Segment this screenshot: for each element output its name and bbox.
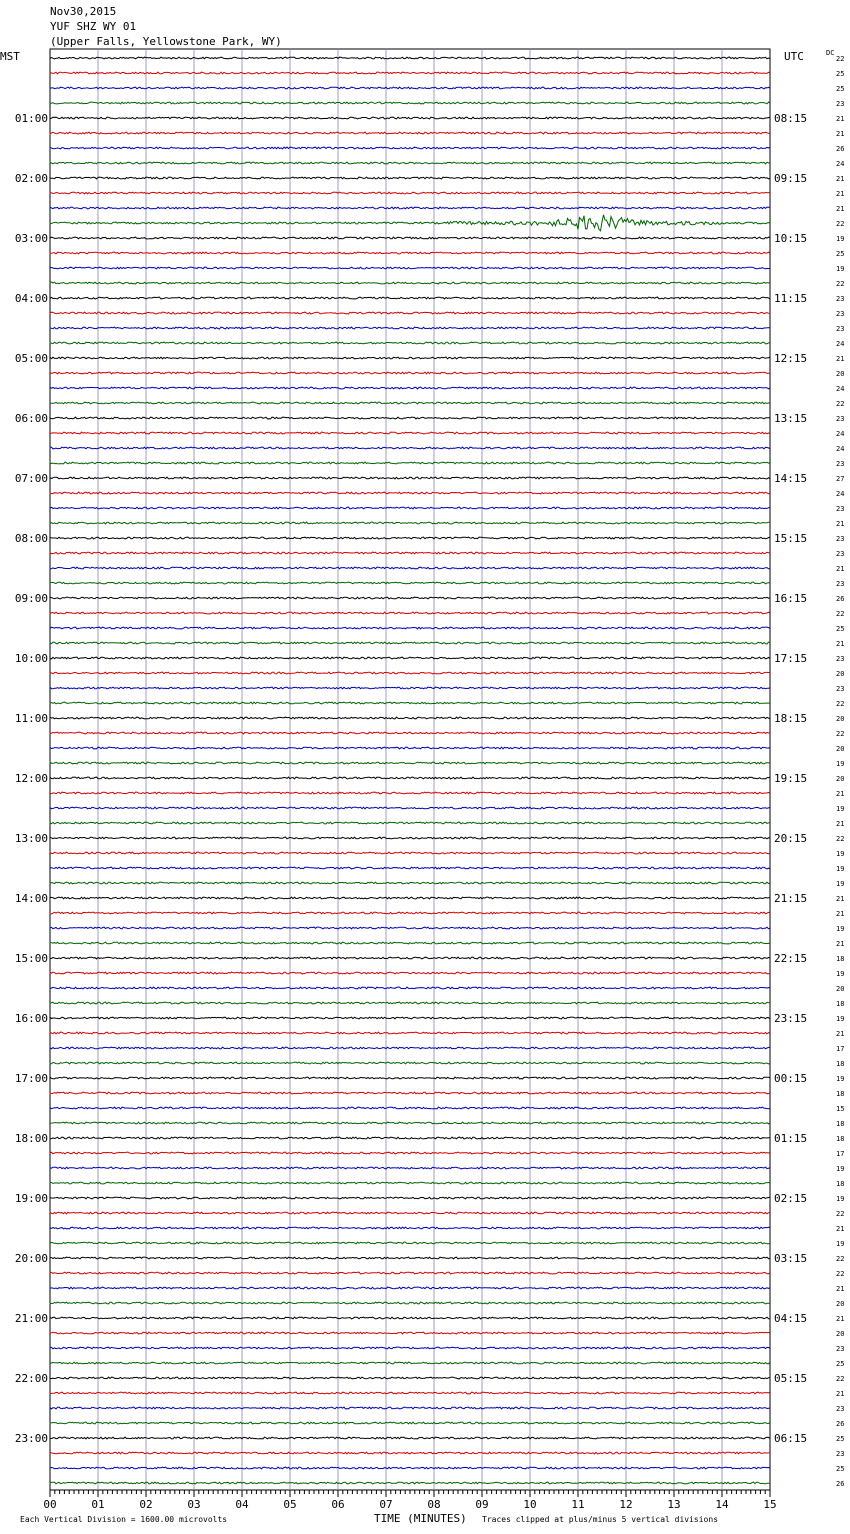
dc-offset-label: 17 bbox=[836, 1150, 845, 1158]
left-hour-label: 08:00 bbox=[14, 532, 48, 545]
trace-row bbox=[50, 327, 770, 329]
x-tick-label: 11 bbox=[571, 1498, 585, 1511]
dc-offset-label: 18 bbox=[836, 1060, 845, 1068]
trace-row bbox=[50, 777, 770, 779]
trace-row bbox=[50, 282, 770, 284]
trace-row bbox=[50, 792, 770, 794]
dc-offset-label: 21 bbox=[836, 1315, 845, 1323]
right-hour-label: 16:15 bbox=[774, 592, 808, 605]
dc-offset-label: 19 bbox=[836, 805, 845, 813]
trace-row bbox=[50, 1182, 770, 1184]
x-tick-label: 08 bbox=[427, 1498, 441, 1511]
right-hour-label: 17:15 bbox=[774, 652, 808, 665]
trace-row bbox=[50, 432, 770, 434]
right-hour-label: 19:15 bbox=[774, 772, 808, 785]
left-hour-label: 20:00 bbox=[14, 1252, 48, 1265]
dc-offset-label: 26 bbox=[836, 1420, 845, 1428]
x-tick-label: 03 bbox=[187, 1498, 201, 1511]
dc-offset-label: 20 bbox=[836, 745, 845, 753]
right-timezone-label: UTC bbox=[784, 50, 804, 63]
trace-row bbox=[50, 215, 770, 231]
dc-offset-label: 21 bbox=[836, 115, 845, 123]
x-tick-label: 12 bbox=[619, 1498, 633, 1511]
dc-offset-label: 22 bbox=[836, 400, 845, 408]
left-hour-label: 19:00 bbox=[14, 1192, 48, 1205]
dc-offset-label: 19 bbox=[836, 1075, 845, 1083]
dc-offset-label: 21 bbox=[836, 355, 845, 363]
x-tick-label: 14 bbox=[715, 1498, 729, 1511]
trace-row bbox=[50, 267, 770, 269]
trace-row bbox=[50, 897, 770, 899]
dc-offset-label: 15 bbox=[836, 1105, 845, 1113]
trace-row bbox=[50, 1287, 770, 1289]
right-hour-label: 15:15 bbox=[774, 532, 808, 545]
trace-row bbox=[50, 237, 770, 239]
trace-row bbox=[50, 1302, 770, 1304]
dc-offset-label: 19 bbox=[836, 1015, 845, 1023]
trace-row bbox=[50, 1437, 770, 1439]
trace-row bbox=[50, 57, 770, 59]
dc-offset-label: 20 bbox=[836, 1300, 845, 1308]
left-hour-label: 06:00 bbox=[14, 412, 48, 425]
dc-offset-label: 20 bbox=[836, 670, 845, 678]
footer-xlabel: TIME (MINUTES) bbox=[374, 1512, 467, 1525]
trace-row bbox=[50, 1167, 770, 1169]
dc-offset-label: 22 bbox=[836, 1270, 845, 1278]
x-tick-label: 13 bbox=[667, 1498, 681, 1511]
trace-row bbox=[50, 747, 770, 749]
trace-row bbox=[50, 1407, 770, 1409]
left-hour-label: 07:00 bbox=[14, 472, 48, 485]
right-hour-label: 11:15 bbox=[774, 292, 808, 305]
left-hour-label: 01:00 bbox=[14, 112, 48, 125]
x-tick-label: 01 bbox=[91, 1498, 105, 1511]
dc-offset-label: 20 bbox=[836, 985, 845, 993]
trace-row bbox=[50, 1452, 770, 1454]
trace-row bbox=[50, 477, 770, 479]
dc-offset-label: 18 bbox=[836, 1090, 845, 1098]
right-hour-label: 05:15 bbox=[774, 1372, 808, 1385]
right-hour-label: 03:15 bbox=[774, 1252, 808, 1265]
dc-offset-label: 20 bbox=[836, 775, 845, 783]
dc-offset-label: 27 bbox=[836, 475, 845, 483]
right-hour-label: 04:15 bbox=[774, 1312, 808, 1325]
dc-offset-label: 21 bbox=[836, 940, 845, 948]
x-tick-label: 09 bbox=[475, 1498, 489, 1511]
dc-offset-label: 20 bbox=[836, 1330, 845, 1338]
left-hour-label: 22:00 bbox=[14, 1372, 48, 1385]
dc-offset-label: 25 bbox=[836, 70, 845, 78]
dc-offset-label: 21 bbox=[836, 1285, 845, 1293]
left-hour-label: 13:00 bbox=[14, 832, 48, 845]
left-hour-label: 09:00 bbox=[14, 592, 48, 605]
trace-row bbox=[50, 732, 770, 734]
dc-offset-label: 18 bbox=[836, 1135, 845, 1143]
dc-offset-label: 23 bbox=[836, 100, 845, 108]
trace-row bbox=[50, 1077, 770, 1079]
dc-offset-label: 24 bbox=[836, 385, 845, 393]
trace-row bbox=[50, 87, 770, 89]
right-hour-label: 02:15 bbox=[774, 1192, 808, 1205]
left-hour-label: 17:00 bbox=[14, 1072, 48, 1085]
dc-offset-label: 25 bbox=[836, 1465, 845, 1473]
dc-offset-label: 22 bbox=[836, 1210, 845, 1218]
dc-offset-label: 19 bbox=[836, 1165, 845, 1173]
left-hour-label: 16:00 bbox=[14, 1012, 48, 1025]
dc-offset-label: 22 bbox=[836, 1255, 845, 1263]
dc-offset-label: 18 bbox=[836, 1000, 845, 1008]
dc-offset-label: 21 bbox=[836, 205, 845, 213]
trace-row bbox=[50, 1212, 770, 1214]
trace-row bbox=[50, 1422, 770, 1424]
trace-row bbox=[50, 1317, 770, 1319]
dc-offset-label: 23 bbox=[836, 505, 845, 513]
trace-row bbox=[50, 402, 770, 404]
trace-row bbox=[50, 1107, 770, 1109]
dc-offset-label: 19 bbox=[836, 865, 845, 873]
dc-offset-label: 21 bbox=[836, 640, 845, 648]
trace-row bbox=[50, 417, 770, 419]
trace-row bbox=[50, 522, 770, 524]
right-hour-label: 10:15 bbox=[774, 232, 808, 245]
dc-offset-label: 19 bbox=[836, 970, 845, 978]
dc-offset-label: 23 bbox=[836, 325, 845, 333]
x-tick-label: 05 bbox=[283, 1498, 297, 1511]
trace-row bbox=[50, 822, 770, 824]
dc-offset-label: 22 bbox=[836, 280, 845, 288]
trace-row bbox=[50, 657, 770, 659]
dc-offset-label: 26 bbox=[836, 595, 845, 603]
trace-row bbox=[50, 807, 770, 809]
dc-offset-label: 23 bbox=[836, 550, 845, 558]
right-hour-label: 12:15 bbox=[774, 352, 808, 365]
dc-offset-label: 24 bbox=[836, 445, 845, 453]
dc-offset-label: 17 bbox=[836, 1045, 845, 1053]
left-timezone-label: MST bbox=[0, 50, 20, 63]
right-hour-label: 18:15 bbox=[774, 712, 808, 725]
trace-row bbox=[50, 987, 770, 989]
trace-row bbox=[50, 1047, 770, 1049]
trace-row bbox=[50, 1092, 770, 1094]
dc-offset-label: 21 bbox=[836, 910, 845, 918]
dc-offset-label: 23 bbox=[836, 310, 845, 318]
x-tick-label: 02 bbox=[139, 1498, 153, 1511]
dc-offset-label: 22 bbox=[836, 610, 845, 618]
dc-offset-label: 21 bbox=[836, 820, 845, 828]
right-hour-label: 13:15 bbox=[774, 412, 808, 425]
dc-offset-label: 20 bbox=[836, 370, 845, 378]
trace-row bbox=[50, 762, 770, 764]
right-hour-label: 20:15 bbox=[774, 832, 808, 845]
trace-row bbox=[50, 927, 770, 929]
left-hour-label: 15:00 bbox=[14, 952, 48, 965]
trace-row bbox=[50, 357, 770, 359]
trace-row bbox=[50, 462, 770, 464]
trace-row bbox=[50, 297, 770, 299]
dc-offset-label: 24 bbox=[836, 430, 845, 438]
x-tick-label: 00 bbox=[43, 1498, 57, 1511]
left-hour-label: 14:00 bbox=[14, 892, 48, 905]
trace-row bbox=[50, 1392, 770, 1394]
trace-row bbox=[50, 387, 770, 389]
trace-row bbox=[50, 507, 770, 509]
dc-offset-label: 25 bbox=[836, 85, 845, 93]
right-hour-label: 01:15 bbox=[774, 1132, 808, 1145]
trace-row bbox=[50, 1482, 770, 1484]
dc-offset-label: 23 bbox=[836, 415, 845, 423]
dc-offset-label: 22 bbox=[836, 55, 845, 63]
dc-offset-label: 25 bbox=[836, 1360, 845, 1368]
trace-row bbox=[50, 342, 770, 344]
dc-offset-label: 21 bbox=[836, 565, 845, 573]
dc-offset-label: 21 bbox=[836, 175, 845, 183]
trace-row bbox=[50, 1362, 770, 1364]
dc-offset-label: 19 bbox=[836, 760, 845, 768]
trace-row bbox=[50, 1122, 770, 1124]
dc-offset-label: 19 bbox=[836, 925, 845, 933]
left-hour-label: 02:00 bbox=[14, 172, 48, 185]
trace-row bbox=[50, 312, 770, 314]
header-station: YUF SHZ WY 01 bbox=[50, 20, 137, 33]
dc-offset-label: 23 bbox=[836, 1450, 845, 1458]
dc-offset-label: 21 bbox=[836, 895, 845, 903]
dc-offset-label: 26 bbox=[836, 1480, 845, 1488]
right-hour-label: 08:15 bbox=[774, 112, 808, 125]
dc-offset-label: 21 bbox=[836, 790, 845, 798]
header-location: (Upper Falls, Yellowstone Park, WY) bbox=[50, 35, 282, 48]
trace-row bbox=[50, 192, 770, 194]
dc-offset-label: 23 bbox=[836, 1405, 845, 1413]
trace-row bbox=[50, 612, 770, 614]
dc-offset-label: 23 bbox=[836, 655, 845, 663]
trace-row bbox=[50, 1272, 770, 1274]
trace-row bbox=[50, 1227, 770, 1229]
trace-row bbox=[50, 492, 770, 494]
dc-offset-label: 21 bbox=[836, 1390, 845, 1398]
trace-row bbox=[50, 687, 770, 689]
left-hour-label: 05:00 bbox=[14, 352, 48, 365]
trace-row bbox=[50, 1347, 770, 1349]
dc-offset-label: 18 bbox=[836, 1120, 845, 1128]
left-hour-label: 18:00 bbox=[14, 1132, 48, 1145]
dc-offset-label: 22 bbox=[836, 700, 845, 708]
trace-row bbox=[50, 147, 770, 149]
left-hour-label: 23:00 bbox=[14, 1432, 48, 1445]
left-hour-label: 21:00 bbox=[14, 1312, 48, 1325]
trace-row bbox=[50, 717, 770, 719]
dc-offset-label: 22 bbox=[836, 220, 845, 228]
trace-row bbox=[50, 117, 770, 119]
trace-row bbox=[50, 177, 770, 179]
x-tick-label: 06 bbox=[331, 1498, 345, 1511]
right-hour-label: 14:15 bbox=[774, 472, 808, 485]
right-hour-label: 00:15 bbox=[774, 1072, 808, 1085]
trace-row bbox=[50, 882, 770, 884]
x-tick-label: 10 bbox=[523, 1498, 537, 1511]
trace-row bbox=[50, 852, 770, 854]
trace-row bbox=[50, 642, 770, 644]
left-hour-label: 10:00 bbox=[14, 652, 48, 665]
dc-offset-label: 24 bbox=[836, 340, 845, 348]
trace-row bbox=[50, 1137, 770, 1139]
dc-offset-label: 23 bbox=[836, 580, 845, 588]
dc-offset-label: 19 bbox=[836, 850, 845, 858]
trace-row bbox=[50, 597, 770, 599]
trace-row bbox=[50, 582, 770, 584]
dc-offset-label: 23 bbox=[836, 535, 845, 543]
left-hour-label: 04:00 bbox=[14, 292, 48, 305]
trace-row bbox=[50, 1467, 770, 1469]
plot-frame bbox=[50, 49, 770, 1490]
x-tick-label: 04 bbox=[235, 1498, 249, 1511]
trace-row bbox=[50, 1257, 770, 1259]
dc-offset-label: 22 bbox=[836, 835, 845, 843]
x-tick-label: 07 bbox=[379, 1498, 393, 1511]
trace-row bbox=[50, 132, 770, 134]
trace-row bbox=[50, 162, 770, 164]
dc-offset-label: 21 bbox=[836, 520, 845, 528]
dc-offset-label: 24 bbox=[836, 490, 845, 498]
trace-row bbox=[50, 72, 770, 74]
trace-row bbox=[50, 1032, 770, 1034]
footer-clip-note: Traces clipped at plus/minus 5 vertical divisions bbox=[482, 1515, 719, 1524]
trace-row bbox=[50, 1242, 770, 1244]
trace-row bbox=[50, 1152, 770, 1154]
header-date: Nov30,2015 bbox=[50, 5, 117, 18]
trace-row bbox=[50, 912, 770, 914]
dc-offset-label: 18 bbox=[836, 955, 845, 963]
right-hour-label: 09:15 bbox=[774, 172, 808, 185]
dc-offset-label: 19 bbox=[836, 880, 845, 888]
trace-row bbox=[50, 1197, 770, 1199]
dc-offset-label: 19 bbox=[836, 1195, 845, 1203]
right-hour-label: 23:15 bbox=[774, 1012, 808, 1025]
trace-row bbox=[50, 102, 770, 104]
trace-row bbox=[50, 537, 770, 539]
trace-row bbox=[50, 1062, 770, 1064]
left-hour-label: 12:00 bbox=[14, 772, 48, 785]
dc-offset-label: 18 bbox=[836, 1180, 845, 1188]
dc-offset-label: 24 bbox=[836, 160, 845, 168]
trace-row bbox=[50, 702, 770, 704]
dc-offset-label: 20 bbox=[836, 715, 845, 723]
x-tick-label: 15 bbox=[763, 1498, 777, 1511]
trace-row bbox=[50, 207, 770, 209]
trace-row bbox=[50, 447, 770, 449]
trace-row bbox=[50, 1332, 770, 1334]
footer-scale: Each Vertical Division = 1600.00 microvolts bbox=[20, 1515, 228, 1524]
trace-row bbox=[50, 957, 770, 959]
trace-row bbox=[50, 567, 770, 569]
trace-row bbox=[50, 627, 770, 629]
dc-offset-label: 23 bbox=[836, 295, 845, 303]
dc-offset-label: 21 bbox=[836, 190, 845, 198]
trace-row bbox=[50, 1002, 770, 1004]
trace-row bbox=[50, 942, 770, 944]
right-hour-label: 06:15 bbox=[774, 1432, 808, 1445]
dc-offset-label: 19 bbox=[836, 235, 845, 243]
trace-row bbox=[50, 867, 770, 869]
dc-offset-label: 23 bbox=[836, 1345, 845, 1353]
trace-row bbox=[50, 972, 770, 974]
dc-offset-label: 25 bbox=[836, 250, 845, 258]
dc-offset-label: 22 bbox=[836, 730, 845, 738]
dc-offset-label: 19 bbox=[836, 265, 845, 273]
dc-label: DC bbox=[826, 49, 835, 57]
dc-offset-label: 25 bbox=[836, 625, 845, 633]
dc-offset-label: 25 bbox=[836, 1435, 845, 1443]
dc-offset-label: 21 bbox=[836, 130, 845, 138]
trace-row bbox=[50, 1377, 770, 1379]
trace-row bbox=[50, 672, 770, 674]
dc-offset-label: 23 bbox=[836, 685, 845, 693]
dc-offset-label: 19 bbox=[836, 1240, 845, 1248]
left-hour-label: 11:00 bbox=[14, 712, 48, 725]
dc-offset-label: 21 bbox=[836, 1030, 845, 1038]
trace-row bbox=[50, 1017, 770, 1019]
trace-row bbox=[50, 837, 770, 839]
dc-offset-label: 21 bbox=[836, 1225, 845, 1233]
trace-row bbox=[50, 372, 770, 374]
dc-offset-label: 26 bbox=[836, 145, 845, 153]
dc-offset-label: 22 bbox=[836, 1375, 845, 1383]
right-hour-label: 21:15 bbox=[774, 892, 808, 905]
dc-offset-label: 23 bbox=[836, 460, 845, 468]
trace-row bbox=[50, 552, 770, 554]
trace-row bbox=[50, 252, 770, 254]
left-hour-label: 03:00 bbox=[14, 232, 48, 245]
right-hour-label: 22:15 bbox=[774, 952, 808, 965]
